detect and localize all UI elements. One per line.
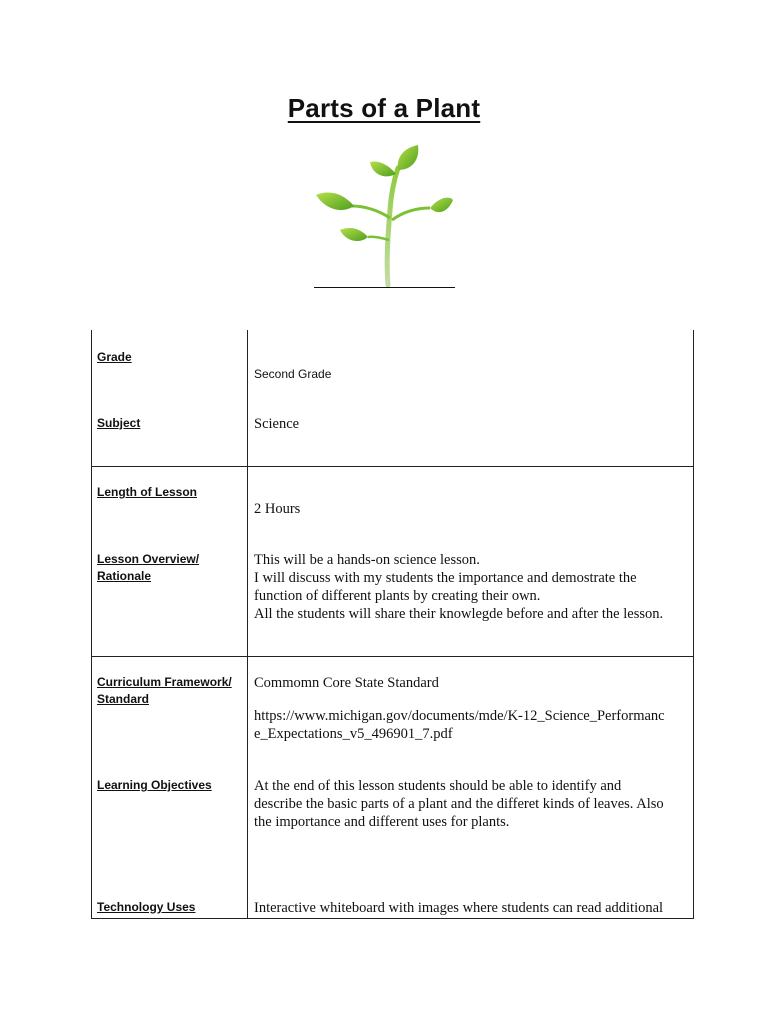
- objectives-label: Learning Objectives: [97, 778, 212, 792]
- grade-label: Grade: [97, 350, 132, 364]
- plant-underline: [314, 287, 455, 288]
- subject-label: Subject: [97, 416, 141, 430]
- plant-sprout-image: [308, 140, 458, 290]
- grade-value: Second Grade: [254, 367, 332, 381]
- framework-value: Commomn Core State Standard: [254, 675, 439, 691]
- subject-value: Science: [254, 416, 300, 432]
- framework-url[interactable]: https://www.michigan.gov/documents/mde/K-12_Science_Performanc e_Expectations_v5_496901_7.pdf: [254, 708, 665, 742]
- length-label: Length of Lesson: [97, 485, 197, 499]
- overview-label: Lesson Overview/ Rationale: [97, 552, 200, 583]
- technology-label: Technology Uses: [97, 900, 196, 914]
- length-value: 2 Hours: [254, 501, 301, 517]
- objectives-value: At the end of this lesson students should be able to identify and describe the basic parts of a plant and the differet kinds of leaves. Also the importance and different uses for plants.: [254, 778, 664, 830]
- technology-value: Interactive whiteboard with images where students can read additional: [254, 900, 664, 916]
- framework-label: Curriculum Framework/ Standard: [97, 675, 232, 706]
- overview-value: This will be a hands-on science lesson. I will discuss with my students the importance and demostrate the function of different plants by creating their own. All the students will share their knowlegde before and after the lesson.: [254, 552, 664, 622]
- document-title: Parts of a Plant: [287, 93, 481, 123]
